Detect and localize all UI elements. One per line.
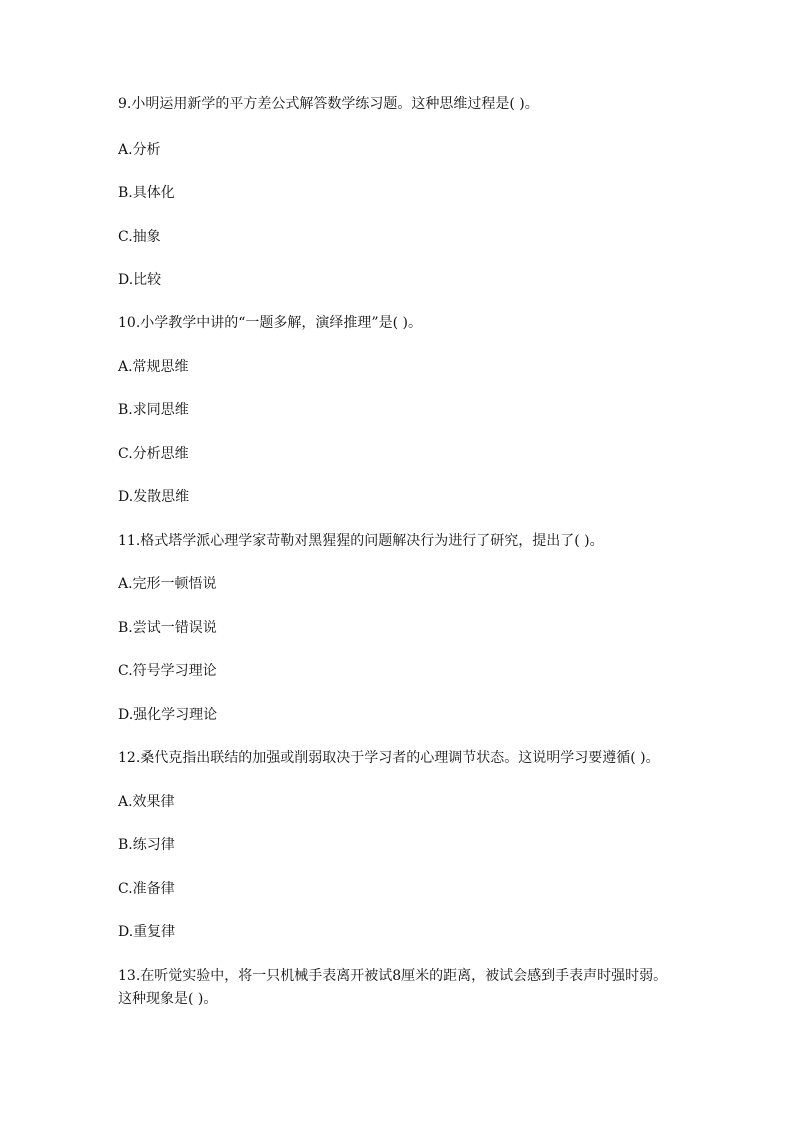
question-9-option-c: C.抽象 xyxy=(118,229,161,245)
question-9-option-d: D.比较 xyxy=(118,272,162,288)
question-9-stem: 9.小明运用新学的平方差公式解答数学练习题。这种思维过程是( )。 xyxy=(118,96,539,112)
question-12-option-c: C.准备律 xyxy=(118,881,175,897)
question-13-stem-line-1: 13.在听觉实验中，将一只机械手表离开被试8厘米的距离，被试会感到手表声时强时弱。 xyxy=(118,968,668,984)
question-12-option-d: D.重复律 xyxy=(118,924,176,940)
question-10-stem: 10.小学教学中讲的“一题多解，演绎推理”是( )。 xyxy=(118,315,422,331)
question-10-option-c: C.分析思维 xyxy=(118,446,189,462)
question-9-option-b: B.具体化 xyxy=(118,185,175,201)
question-12-option-a: A.效果律 xyxy=(118,794,175,810)
question-12-option-b: B.练习律 xyxy=(118,837,175,853)
question-13-stem-line-2: 这种现象是( )。 xyxy=(118,991,218,1007)
question-11-stem: 11.格式塔学派心理学家苛勒对黑猩猩的问题解决行为进行了研究，提出了( )。 xyxy=(118,533,604,549)
question-9-option-a: A.分析 xyxy=(118,142,161,158)
question-12-stem: 12.桑代克指出联结的加强或削弱取决于学习者的心理调节状态。这说明学习要遵循( )。 xyxy=(118,750,660,766)
question-10-option-d: D.发散思维 xyxy=(118,489,190,505)
question-10-option-b: B.求同思维 xyxy=(118,402,189,418)
question-11-option-a: A.完形一顿悟说 xyxy=(118,576,217,592)
question-10-option-a: A.常规思维 xyxy=(118,359,189,375)
question-11-option-c: C.符号学习理论 xyxy=(118,663,217,679)
question-11-option-d: D.强化学习理论 xyxy=(118,707,218,723)
question-11-option-b: B.尝试一错误说 xyxy=(118,620,217,636)
